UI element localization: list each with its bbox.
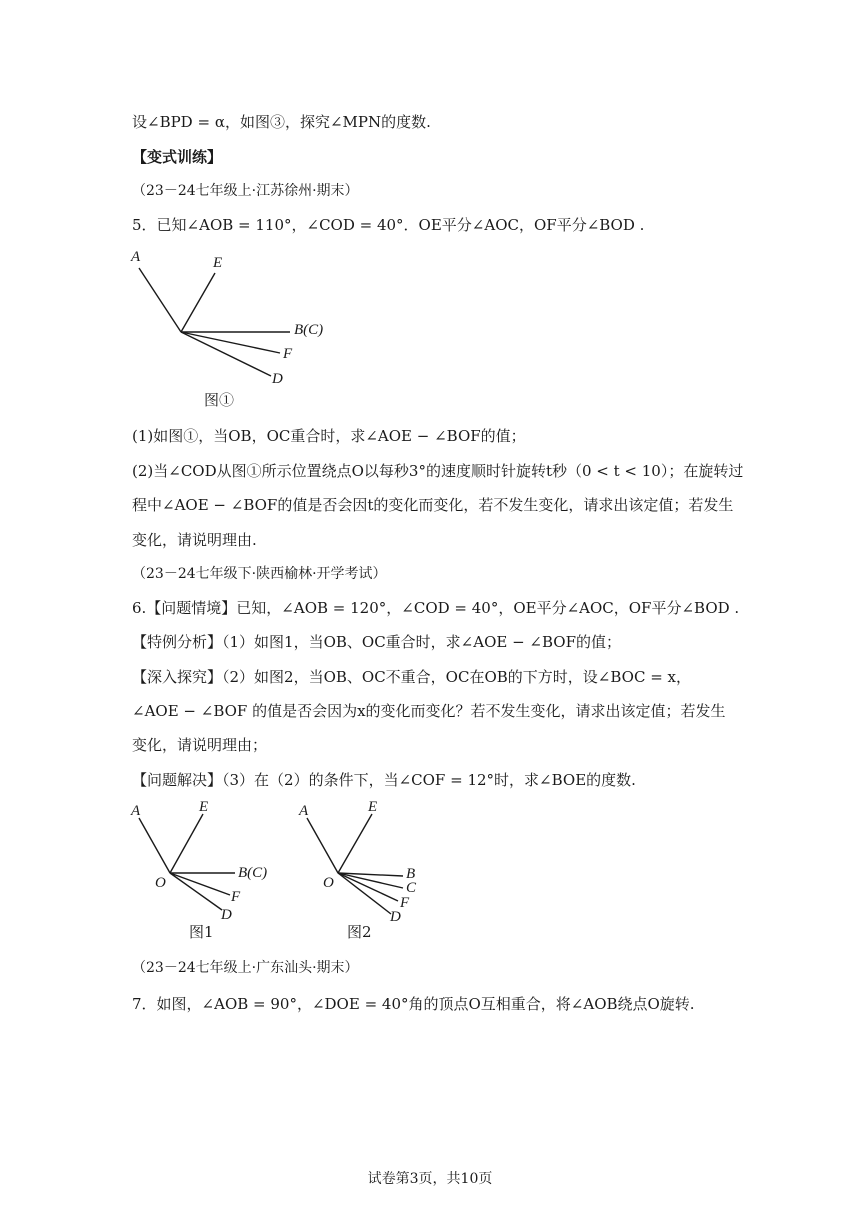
fig1-label-d: D xyxy=(272,371,283,387)
fig3-label-d: D xyxy=(390,909,401,925)
source-note-problem-5: （23－24七年级上·江苏徐州·期末） xyxy=(132,183,359,199)
problem-5-statement: 5．已知∠AOB = 110°，∠COD = 40°．OE平分∠AOC，OF平分∠BOD . xyxy=(132,216,645,234)
fig3-label-c: C xyxy=(406,880,417,896)
problem-7-statement: 7．如图，∠AOB = 90°，∠DOE = 40°角的顶点O互相重合，将∠AOB绕点O旋转. xyxy=(132,995,695,1013)
problem-4-continuation: 设∠BPD = α，如图③，探究∠MPN的度数. xyxy=(132,113,431,131)
fig1-caption: 图① xyxy=(204,391,235,409)
fig3-label-o: O xyxy=(323,875,334,891)
problem-5-part-2-line-3: 变化，请说明理由. xyxy=(132,531,257,549)
fig2-label-bc: B(C) xyxy=(238,865,268,881)
problem-6-statement: 6.【问题情境】已知，∠AOB = 120°，∠COD = 40°，OE平分∠AOC，OF平分∠BOD . xyxy=(132,599,740,617)
fig2-label-a: A xyxy=(131,803,141,819)
fig2-label-f: F xyxy=(231,889,241,905)
section-heading-variant-training: 【变式训练】 xyxy=(132,148,223,166)
ray-oa xyxy=(307,818,338,873)
source-note-problem-7: （23－24七年级上·广东汕头·期末） xyxy=(132,960,359,976)
fig2-label-e: E xyxy=(199,799,209,815)
source-note-problem-6: （23－24七年级下·陕西榆林·开学考试） xyxy=(132,566,387,582)
fig3-label-f: F xyxy=(400,895,410,911)
problem-5-part-1: (1)如图①，当OB，OC重合时，求∠AOE − ∠BOF的值； xyxy=(132,427,526,445)
fig1-label-e: E xyxy=(213,255,223,271)
problem-6-part-2-line-3: 变化，请说明理由； xyxy=(132,736,268,754)
problem-5-part-2-line-2: 程中∠AOE − ∠BOF的值是否会因t的变化而变化，若不发生变化，请求出该定值；若发生 xyxy=(132,496,734,514)
fig2-label-d: D xyxy=(221,907,232,923)
ray-oe xyxy=(338,814,372,873)
fig3-label-b: B xyxy=(406,866,416,882)
problem-6-part-2-line-1: 【深入探究】（2）如图2，当OB、OC不重合，OC在OB的下方时，设∠BOC = x， xyxy=(132,668,691,686)
problem-6-part-2-line-2: ∠AOE − ∠BOF 的值是否会因为x的变化而变化？若不发生变化，请求出该定值；若发生 xyxy=(132,702,726,720)
fig3-caption: 图2 xyxy=(347,923,372,941)
page-footer: 试卷第3页，共10页 xyxy=(367,1171,493,1187)
fig1-label-f: F xyxy=(283,346,293,362)
problem-6-part-1: 【特例分析】（1）如图1，当OB、OC重合时，求∠AOE − ∠BOF的值； xyxy=(132,633,622,651)
fig2-label-o: O xyxy=(155,875,166,891)
problem-5-part-2-line-1: (2)当∠COD从图①所示位置绕点O以每秒3°的速度顺时针旋转t秒（0 < t < 10）；在旋转过 xyxy=(132,462,744,480)
fig3-label-e: E xyxy=(368,799,378,815)
fig2-caption: 图1 xyxy=(189,923,214,941)
fig1-label-a: A xyxy=(131,249,141,265)
fig1-label-bc: B(C) xyxy=(294,322,324,338)
problem-6-part-3: 【问题解决】（3）在（2）的条件下，当∠COF = 12°时，求∠BOE的度数. xyxy=(132,771,636,789)
fig3-label-a: A xyxy=(299,803,309,819)
